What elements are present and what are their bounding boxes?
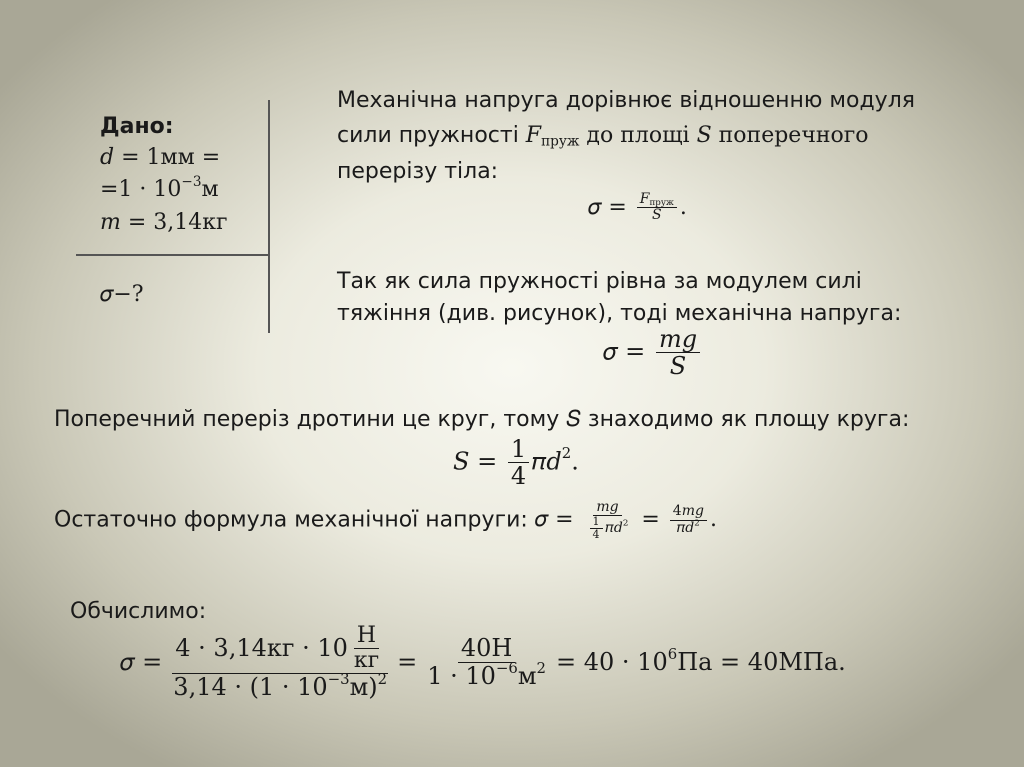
paragraph4-f2-num: 4𝑚𝑔 — [670, 504, 707, 520]
given-mass: 𝑚 = 3,14кг — [100, 210, 228, 235]
calc-result-exp: 6 — [667, 645, 678, 664]
calc-fraction1 — [170, 624, 390, 701]
given-unknown: 𝜎−? — [100, 282, 144, 307]
paragraph4-text: Остаточно формула механічної напруги: — [54, 507, 535, 533]
given-title: Дано: — [100, 114, 174, 139]
formula1-lhs: 𝜎 = — [588, 194, 627, 220]
formula3-denominator: 4 — [510, 462, 527, 491]
paragraph4-eq: = — [641, 507, 660, 533]
formula2-lhs: 𝜎 = — [603, 337, 646, 366]
calc-result-post: Па = 40МПа. — [677, 648, 846, 677]
calc-unit-fraction — [351, 624, 382, 673]
paragraph1-line1: Механічна напруга дорівнює відношенню модуля — [337, 88, 915, 113]
force-symbol: 𝐹 — [525, 123, 542, 148]
calc-fraction2 — [424, 635, 549, 689]
paragraph4-fraction1 — [584, 500, 632, 540]
paragraph4-f1-den-frac — [590, 516, 603, 540]
paragraph4-end: . — [709, 507, 717, 533]
calc-den1 — [170, 670, 390, 702]
paragraph4-formula — [534, 499, 717, 541]
paragraph4-f1-den-num: 1 — [590, 516, 603, 529]
calc-den2 — [424, 658, 549, 690]
paragraph2-line1: Так як сила пружності рівна за модулем силі — [337, 269, 862, 294]
paragraph1-line2-pre: сили пружності — [337, 123, 526, 148]
formula3-numerator: 1 — [508, 436, 529, 463]
paragraph4-f1-den — [584, 516, 632, 540]
formula1-num-var: 𝐹 — [639, 191, 650, 207]
calc-num1 — [172, 624, 388, 674]
calc-unit-den: кг — [353, 648, 380, 674]
calc-num2: 40Н — [458, 635, 515, 662]
given-diameter-si — [100, 173, 219, 202]
calc-result-pre: = 40 · 10 — [556, 648, 668, 677]
calc-den1-exp2: 2 — [377, 670, 388, 689]
paragraph4-fraction2 — [670, 504, 707, 536]
paragraph4-f1-den-den: 4 — [592, 527, 600, 541]
formula3-fraction — [508, 436, 529, 490]
formula1-numerator — [637, 192, 677, 208]
calc-result — [556, 645, 846, 677]
formula1-num-sub: пруж — [649, 198, 674, 209]
given-diameter-si-base: =1 · 10 — [100, 177, 182, 202]
paragraph4-f1-den-rest: 𝜋𝑑 — [605, 520, 623, 537]
formula-stress-weight — [603, 326, 703, 380]
calc-lhs: 𝜎 = — [120, 648, 163, 677]
paragraph3: Поперечний переріз дротини це круг, тому 𝑆 знаходимо як площу круга: — [54, 407, 910, 432]
paragraph1-line3: перерізу тіла: — [337, 159, 499, 184]
paragraph4-lhs: 𝜎 = — [534, 507, 574, 533]
formula3-lhs: 𝑆 = — [453, 447, 498, 476]
force-subscript: пруж — [541, 133, 580, 150]
formula2-denominator: 𝑆 — [669, 352, 687, 381]
given-divider-vertical — [268, 100, 270, 333]
given-diameter-si-exp: −3 — [181, 173, 202, 190]
calc-den1-pre: 3,14 · (1 · 10 — [173, 673, 328, 702]
paragraph2-line2: тяжіння (див. рисунок), тоді механічна напруга: — [337, 301, 902, 326]
calc-den1-exp: −3 — [327, 670, 350, 689]
calc-formula — [120, 624, 846, 701]
formula3-exp: 2 — [561, 444, 572, 463]
formula1-fraction — [637, 192, 677, 224]
paragraph4-f1-num: 𝑚𝑔 — [593, 500, 621, 516]
calc-den1-post: м) — [349, 673, 378, 702]
final-formula-line — [54, 500, 717, 540]
formula3-end: . — [571, 447, 579, 476]
calc-den2-post: м — [517, 661, 537, 690]
calc-den2-exp: −6 — [495, 658, 518, 677]
paragraph4-f2-den-base: 𝜋𝑑 — [676, 519, 695, 536]
calc-unit-num: Н — [354, 624, 379, 649]
given-diameter: 𝑑 = 1мм = — [100, 145, 221, 170]
paragraph4-f2-den — [674, 518, 703, 536]
formula1-denominator: 𝑆 — [652, 207, 662, 224]
calc-label: Обчислимо: — [70, 599, 207, 624]
formula2-numerator: 𝑚𝑔 — [656, 326, 700, 353]
calc-den2-exp2: 2 — [536, 658, 547, 677]
calc-num1-pre: 4 · 3,14кг · 10 — [175, 634, 348, 663]
paragraph1-line2-post: до площі 𝑆 поперечного — [579, 123, 869, 148]
given-diameter-si-unit: м — [201, 177, 219, 202]
formula3-rest: 𝜋𝑑 — [532, 447, 562, 476]
paragraph4-f2-den-exp: 2 — [694, 518, 700, 529]
formula-area — [453, 436, 579, 490]
paragraph1-line2 — [337, 120, 869, 152]
calc-eq1: = — [397, 648, 418, 677]
formula-stress-force — [588, 192, 687, 224]
paragraph4-f1-den-exp: 2 — [622, 518, 629, 529]
calc-den2-pre: 1 · 10 — [427, 661, 496, 690]
formula2-fraction — [656, 326, 700, 380]
formula1-end: . — [679, 194, 687, 220]
given-divider-horizontal — [76, 254, 269, 256]
